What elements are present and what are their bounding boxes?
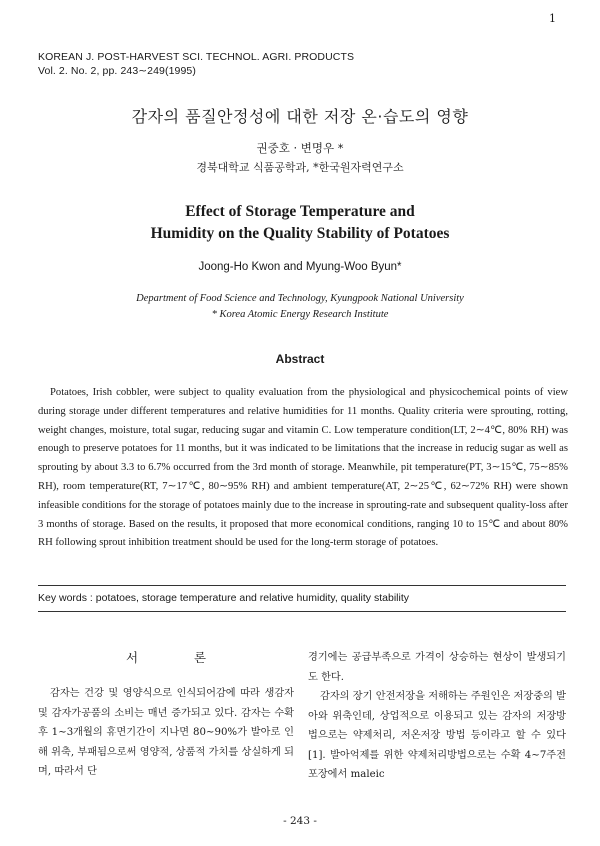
- affiliation-english-line2: * Korea Atomic Energy Research Institute: [211, 309, 389, 320]
- journal-header: [38, 50, 354, 78]
- keywords-rule-bottom: [38, 611, 566, 612]
- affiliation-english-line1: Department of Food Science and Technology, Kyungpook National University: [136, 293, 464, 304]
- section-heading-intro: 서 론: [125, 650, 233, 665]
- intro-paragraph-right-2: 감자의 장기 안전저장을 저해하는 주원인은 저장중의 발아와 위축인데, 상업적으로 이용되고 있는 감자의 저장방법으로는 약제처리, 저온저장 방법 등이라고 할 수 있다[1]. 발아억제를 위한 약제처리방법으로는 수확 4∼7주전 포장에서 maleic: [308, 691, 566, 780]
- title-english-line2: Humidity on the Quality Stability of Potatoes: [150, 225, 450, 242]
- page-number-top: 1: [549, 12, 556, 25]
- title-english-line1: Effect of Storage Temperature and: [185, 203, 415, 220]
- authors-english: Joong-Ho Kwon and Myung-Woo Byun*: [198, 261, 402, 273]
- abstract-heading: Abstract: [275, 352, 325, 366]
- authors-korean: 권중호 · 변명우 *: [256, 141, 344, 155]
- page-footer-number: - 243 -: [283, 815, 317, 827]
- abstract-text: Potatoes, Irish cobbler, were subject to quality evaluation from the physiological and physicochemical points of view during storage under different temperatures and relative humidities for 11 months. Quality criteria were sprouting, rotting, weight changes, moisture, total sugar, reducing sugar and vitamin C. Low temperature condition(LT, 2∼4℃, 80% RH) was enough to preserve potatoes for 11 months, but it was indicated to be limitations that the increase in reducig sugar as well as sprouting by about 3.3 to 6.7% occurred from the 3rd month of storage. Meanwhile, pit temperature(PT, 3∼15℃, 75∼85% RH), room temperature(RT, 7∼17℃, 80∼95% RH) and ambient temperature(AT, 2∼25℃, 62∼72% RH) were shown infeasible conditions for the storage of potatoes mainly due to the increase in sprouting-rate and subsequent quality-loss after 3 months of storage. Based on the results, it proposed that more economical conditions, ranging 10 to 15℃ and about 80% RH following sprout inhibition treatment should be used for the long-term storage of potatoes.: [38, 387, 568, 549]
- column-right: [308, 648, 566, 785]
- keywords-rule-top: [38, 585, 566, 586]
- intro-paragraph-left: 감자는 건강 및 영양식으로 인식되어감에 따라 생감자 및 감자가공품의 소비는 매년 증가되고 있다. 감자는 수확후 1∼3개월의 휴면기간이 지나면 80∼90%가 발아로 인해 위축, 부패됨으로써 영양적, 상품적 가치를 상실하게 되며, 따라서 단: [38, 688, 294, 777]
- journal-citation: Vol. 2. No. 2, pp. 243∼249(1995): [38, 65, 196, 77]
- intro-paragraph-right-1: 경기에는 공급부족으로 가격이 상승하는 현상이 발생되기도 한다.: [308, 652, 566, 683]
- journal-name: KOREAN J. POST-HARVEST SCI. TECHNOL. AGRI. PRODUCTS: [38, 51, 355, 63]
- title-english: [0, 201, 600, 245]
- keywords: Key words : potatoes, storage temperature and relative humidity, quality stability: [38, 592, 409, 604]
- title-korean: 감자의 품질안정성에 대한 저장 온·습도의 영향: [131, 107, 469, 126]
- column-left: [38, 648, 294, 782]
- affiliation-korean: 경북대학교 식품공학과, *한국원자력연구소: [196, 161, 404, 174]
- affiliation-english: [0, 291, 600, 323]
